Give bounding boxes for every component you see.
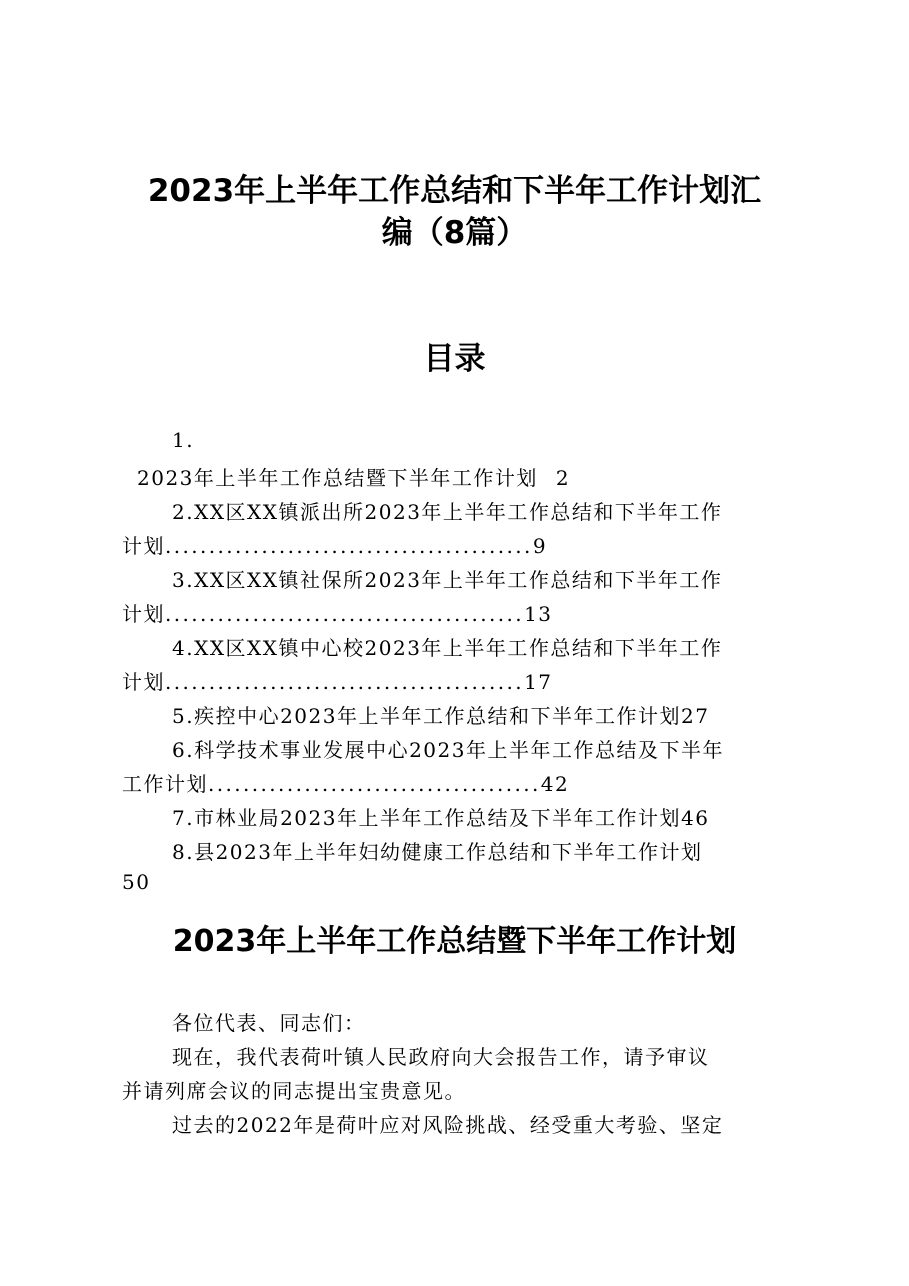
toc-heading: 目录	[423, 341, 486, 377]
toc-entry-7[interactable]	[172, 802, 709, 831]
toc-entry-7-page: 46	[680, 806, 710, 830]
toc-entry-2-line1[interactable]: 2.XX区XX镇派出所2023年上半年工作总结和下半年工作	[172, 500, 723, 524]
toc-entry-6-text: 工作计划	[122, 772, 208, 796]
toc-entry-6-line2[interactable]	[122, 768, 569, 797]
toc-entry-3-line2[interactable]	[122, 598, 553, 627]
toc-entry-1-number[interactable]: 1.	[172, 428, 195, 452]
toc-entry-6-leader: ......................................	[208, 772, 541, 796]
toc-entry-1-text: 2023年上半年工作总结暨下半年工作计划	[137, 466, 538, 490]
toc-entry-2-page: 9	[532, 534, 548, 558]
toc-entry-8-page[interactable]: 50	[122, 870, 151, 894]
paragraph-salutation: 各位代表、同志们：	[172, 1011, 366, 1035]
toc-entry-3-line1[interactable]: 3.XX区XX镇社保所2023年上半年工作总结和下半年工作	[172, 568, 723, 592]
paragraph-2-line2: 并请列席会议的同志提出宝贵意见。	[122, 1079, 466, 1103]
section-title: 2023年上半年工作总结暨下半年工作计划	[172, 924, 737, 959]
document-title-line2: 编（8篇）	[381, 215, 528, 251]
toc-entry-6-line1[interactable]: 6.科学技术事业发展中心2023年上半年工作总结及下半年	[172, 738, 724, 762]
toc-entry-3-text: 计划	[122, 602, 165, 626]
toc-entry-4-text: 计划	[122, 670, 165, 694]
toc-entry-1[interactable]	[137, 462, 570, 491]
toc-entry-2-line2[interactable]	[122, 530, 547, 559]
toc-entry-8-line1[interactable]: 8.县2023年上半年妇幼健康工作总结和下半年工作计划	[172, 840, 703, 864]
paragraph-3-line1: 过去的2022年是荷叶应对风险挑战、经受重大考验、坚定	[172, 1113, 724, 1137]
toc-entry-1-page: 2	[555, 466, 571, 490]
paragraph-2-line1: 现在，我代表荷叶镇人民政府向大会报告工作，请予审议	[172, 1045, 710, 1069]
document-title-line1: 2023年上半年工作总结和下半年工作计划汇	[147, 173, 762, 209]
toc-entry-3-leader: .........................................	[165, 602, 525, 626]
toc-entry-5-page: 27	[680, 704, 710, 728]
toc-entry-4-line2[interactable]	[122, 666, 553, 695]
toc-entry-4-page: 17	[524, 670, 553, 694]
toc-entry-4-leader: .........................................	[165, 670, 525, 694]
toc-entry-2-text: 计划	[122, 534, 165, 558]
toc-entry-2-leader: ..........................................	[165, 534, 533, 558]
toc-entry-4-line1[interactable]: 4.XX区XX镇中心校2023年上半年工作总结和下半年工作	[172, 636, 723, 660]
toc-entry-5[interactable]	[172, 700, 709, 729]
toc-entry-3-page: 13	[524, 602, 553, 626]
toc-entry-5-text: 5.疾控中心2023年上半年工作总结和下半年工作计划	[172, 704, 681, 728]
toc-entry-6-page: 42	[540, 772, 570, 796]
toc-entry-7-text: 7.市林业局2023年上半年工作总结及下半年工作计划	[172, 806, 681, 830]
